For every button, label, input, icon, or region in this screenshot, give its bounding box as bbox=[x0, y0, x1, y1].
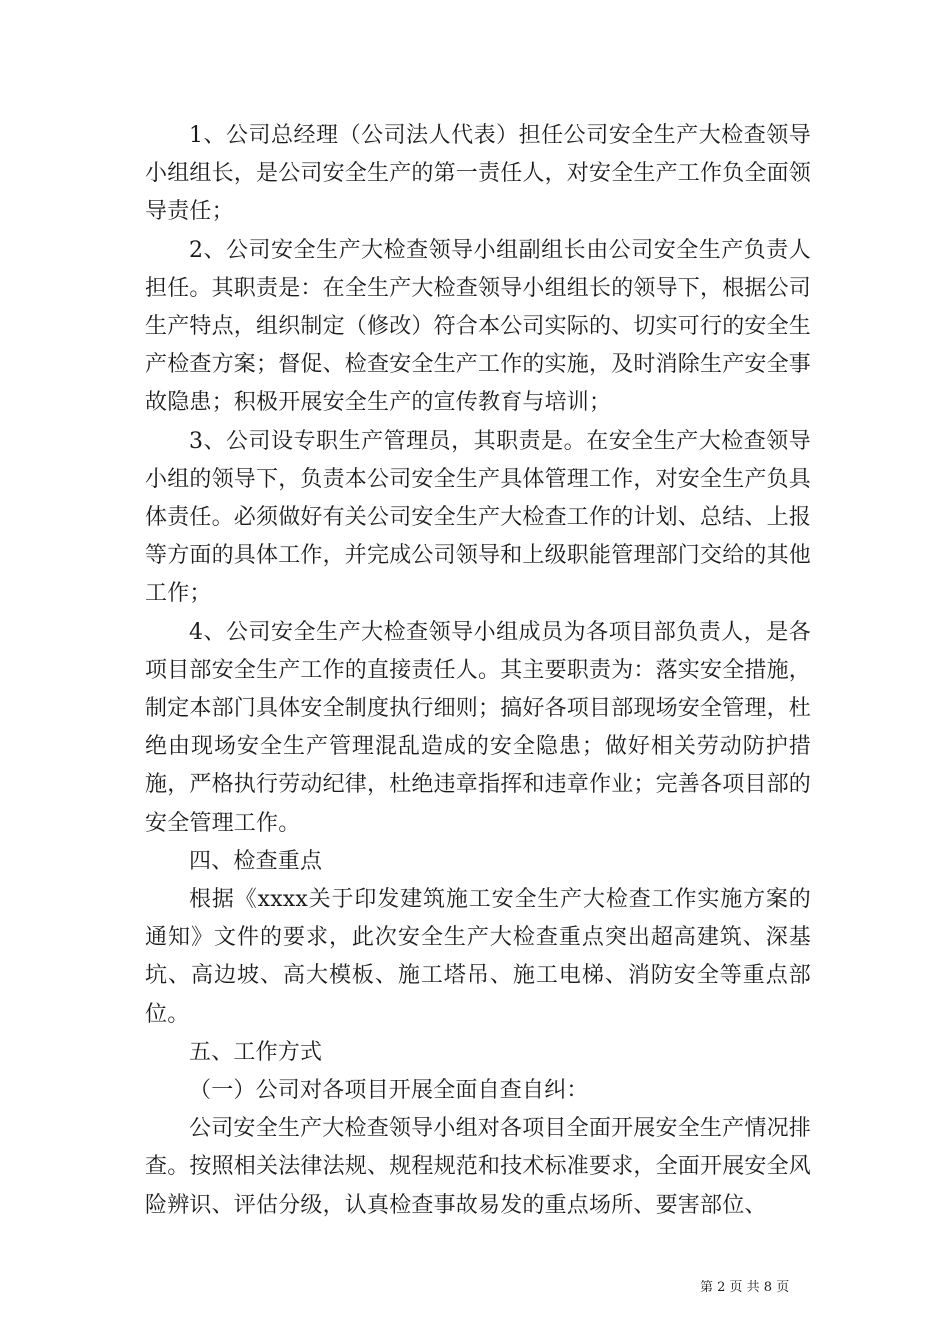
paragraph-duty-production-manager: 3、公司设专职生产管理员，其职责是。在安全生产大检查领导小组的领导下，负责本公司安全生产具体管理工作，对安全生产负具体责任。必须做好有关公司安全生产大检查工作的计划、总结、上报等方面的具体工作，并完成公司领导和上级职能管理部门交给的其他工作； bbox=[145, 428, 812, 607]
paragraph-inspection-focus: 根据《xxxx关于印发建筑施工安全生产大检查工作实施方案的通知》文件的要求，此次安全生产大检查重点突出超高建筑、深基坑、高边坡、高大模板、施工塔吊、施工电梯、消防安全等重点部位。 bbox=[145, 887, 811, 1027]
subsection-heading-self-inspection: （一）公司对各项目开展全面自查自纠： bbox=[189, 1078, 589, 1104]
section-heading-working-method: 五、工作方式 bbox=[189, 1039, 323, 1065]
paragraph-duty-team-members: 4、公司安全生产大检查领导小组成员为各项目部负责人，是各项目部安全生产工作的直接责任人。其主要职责为：落实安全措施，制定本部门具体安全制度执行细则；搞好各项目部现场安全管理，杜绝由现场安全生产管理混乱造成的安全隐患；做好相关劳动防护措施，严格执行劳动纪律，杜绝违章指挥和违章作业；完善各项目部的安全管理工作。 bbox=[145, 619, 812, 836]
section-heading-inspection-focus: 四、检查重点 bbox=[189, 848, 323, 874]
paragraph-duty-general-manager: 1、公司总经理（公司法人代表）担任公司安全生产大检查领导小组组长，是公司安全生产的第一责任人，对安全生产工作负全面领导责任； bbox=[145, 123, 812, 225]
paragraph-duty-deputy-leader: 2、公司安全生产大检查领导小组副组长由公司安全生产负责人担任。其职责是：在全生产大检查领导小组组长的领导下，根据公司生产特点，组织制定（修改）符合本公司实际的、切实可行的安全生产检查方案；督促、检查安全生产工作的实施，及时消除生产安全事故隐患；积极开展安全生产的宣传教育与培训； bbox=[145, 237, 812, 416]
paragraph-self-inspection: 公司安全生产大检查领导小组对各项目全面开展安全生产情况排查。按照相关法律法规、规程规范和技术标准要求，全面开展安全风险辨识、评估分级，认真检查事故易发的重点场所、要害部位、 bbox=[145, 1116, 812, 1218]
document-body bbox=[145, 117, 811, 1225]
page-number-footer: 第 2 页 共 8 页 bbox=[700, 1280, 790, 1295]
